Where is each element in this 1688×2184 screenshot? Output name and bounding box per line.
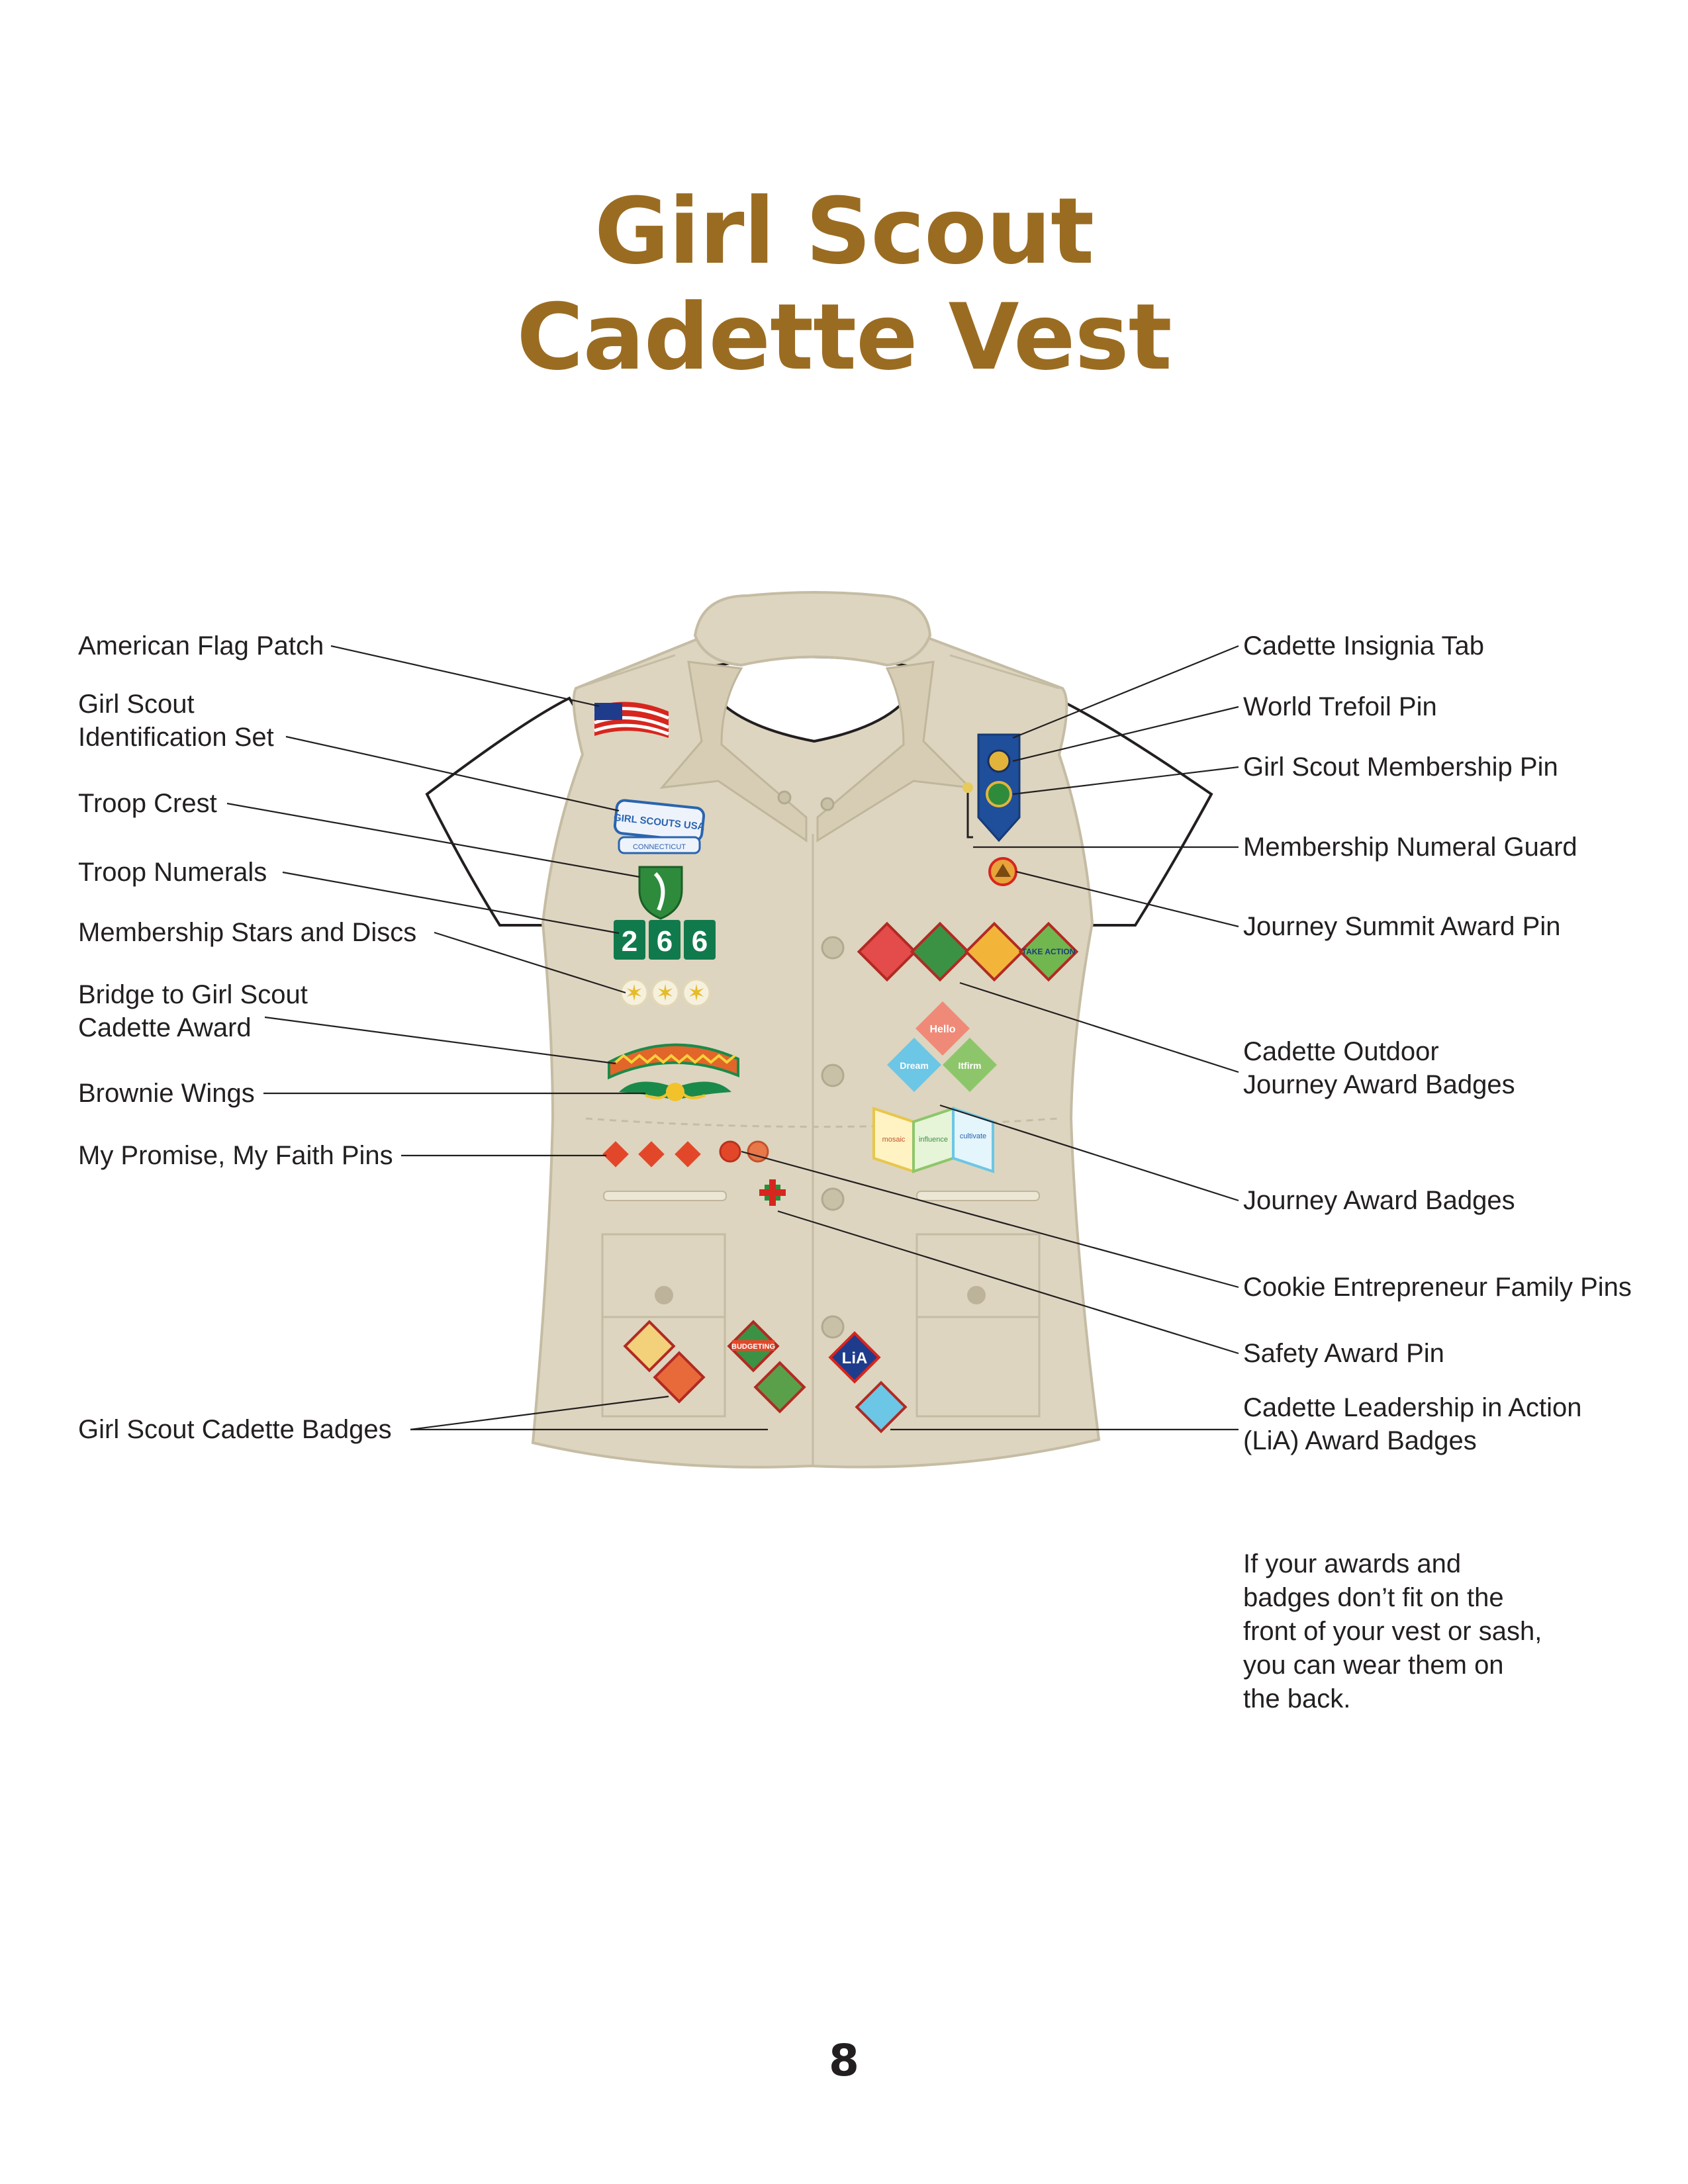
pamphlet-word-3: cultivate	[959, 1132, 987, 1140]
take-action-text: TAKE ACTION	[1021, 947, 1076, 956]
label-insignia-tab: Cadette Insignia Tab	[1243, 631, 1484, 660]
label-bridge-award-line-2: Cadette Award	[78, 1013, 252, 1042]
id-council-text: CONNECTICUT	[632, 843, 686, 851]
label-bridge-award	[78, 978, 308, 1044]
note-line-2: badges don’t fit on the	[1243, 1583, 1504, 1612]
cadette-insignia-tab	[978, 735, 1019, 841]
label-troop-numerals: Troop Numerals	[78, 858, 267, 887]
note-line-1: If your awards and	[1243, 1549, 1462, 1578]
note-line-4: you can wear them on	[1243, 1651, 1504, 1680]
label-american-flag-patch: American Flag Patch	[78, 631, 324, 660]
label-identification-set-line-2: Identification Set	[78, 723, 274, 752]
journey-word-1: Hello	[929, 1024, 956, 1035]
label-troop-crest: Troop Crest	[78, 789, 217, 818]
troop-numerals	[614, 920, 716, 960]
label-lia-badges-line-2: (LiA) Award Badges	[1243, 1426, 1477, 1455]
label-membership-stars: Membership Stars and Discs	[78, 918, 417, 947]
budgeting-text: BUDGETING	[731, 1343, 775, 1351]
faith-pins	[602, 1141, 701, 1167]
pamphlet-word-1: mosaic	[882, 1136, 906, 1144]
label-membership-pin: Girl Scout Membership Pin	[1243, 752, 1558, 782]
label-outdoor-journey-badges-line-2: Journey Award Badges	[1243, 1070, 1515, 1099]
journey-word-3: Itfirm	[958, 1060, 982, 1071]
label-identification-set	[78, 688, 274, 754]
summit-award-pin	[990, 858, 1016, 885]
svg-text:✶: ✶	[655, 980, 675, 1007]
identification-set	[613, 799, 705, 853]
page-number: 8	[829, 2035, 859, 2086]
troop-digit-2: 6	[656, 925, 673, 958]
label-bridge-award-line-1: Bridge to Girl Scout	[78, 980, 308, 1009]
label-lia-badges	[1243, 1391, 1581, 1457]
label-journey-award-badges: Journey Award Badges	[1243, 1186, 1515, 1215]
label-lia-badges-line-1: Cadette Leadership in Action	[1243, 1393, 1582, 1422]
journey-word-2: Dream	[900, 1060, 929, 1071]
label-numeral-guard: Membership Numeral Guard	[1243, 833, 1577, 862]
label-cookie-pins: Cookie Entrepreneur Family Pins	[1243, 1273, 1632, 1302]
title-line-1: Girl Scout	[594, 178, 1094, 285]
note-line-3: front of your vest or sash,	[1243, 1617, 1542, 1646]
label-cadette-badges: Girl Scout Cadette Badges	[78, 1415, 392, 1444]
title-line-2: Cadette Vest	[516, 284, 1172, 390]
label-summit-award-pin: Journey Summit Award Pin	[1243, 912, 1561, 941]
note-line-5: the back.	[1243, 1684, 1351, 1713]
label-brownie-wings: Brownie Wings	[78, 1079, 255, 1108]
label-outdoor-journey-badges	[1243, 1035, 1515, 1101]
label-safety-pin: Safety Award Pin	[1243, 1339, 1444, 1368]
svg-text:✶: ✶	[686, 980, 706, 1007]
label-world-trefoil-pin: World Trefoil Pin	[1243, 692, 1437, 721]
label-faith-pins: My Promise, My Faith Pins	[78, 1141, 393, 1170]
membership-stars	[621, 979, 710, 1007]
label-outdoor-journey-badges-line-1: Cadette Outdoor	[1243, 1037, 1439, 1066]
lia-text: LiA	[841, 1349, 868, 1367]
label-identification-set-line-1: Girl Scout	[78, 690, 195, 719]
troop-digit-3: 6	[691, 925, 708, 958]
back-of-vest-note	[1243, 1547, 1614, 1716]
svg-text:✶: ✶	[624, 980, 644, 1007]
troop-digit-1: 2	[621, 925, 638, 958]
id-strip-text: GIRL SCOUTS USA	[613, 811, 706, 833]
pamphlet-word-2: influence	[918, 1136, 949, 1144]
